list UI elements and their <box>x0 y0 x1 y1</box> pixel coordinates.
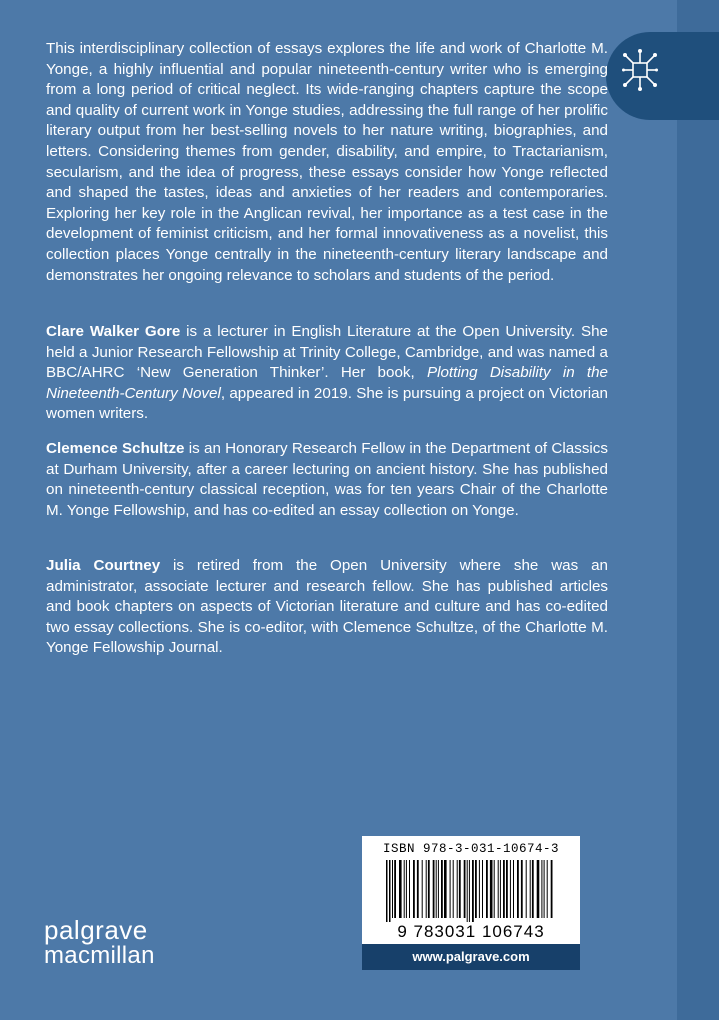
barcode-bar <box>506 860 508 918</box>
barcode-bar <box>436 860 437 918</box>
barcode-bar <box>537 860 540 918</box>
barcode-area <box>362 836 580 944</box>
bio-text: is a lecturer in English Literature at the Open University. She held a Junior Research Fellowship at Trinity College, Cambridge, and was named a BBC/AHRC ‘New Generation Thinker’. Her book, <box>46 323 609 382</box>
author-name: Clemence Schultze <box>46 440 185 457</box>
barcode-bar <box>457 860 458 918</box>
barcode-bar <box>450 860 451 918</box>
logo-line-macmillan: macmillan <box>44 942 155 969</box>
barcode-bar <box>426 860 427 918</box>
blurb-text: This interdisciplinary collection of essays explores the life and work of Charlotte M. Yonge, a highly influential and popular nineteenth-century writer who is emerging from a long period of critical neglect. Its wide-ranging chapters capture the scope and quality of current work in Yonge studies, addressing the full range of her prolific literary output from her best-selling novels to her nature writing, biographies, and letters. Considering themes from gender, disability, and empire, to Tractarianism, secularism, and the idea of progress, these essays consider how Yonge reflected and shaped the tastes, ideas and anxieties of her readers and contemporaries. Exploring her key role in the Anglican revival, her importance as a test case in the development of feminist criticism, and her formal innovativeness as a novelist, this collection places Yonge centrally in the nineteenth-century literary landscape and demonstrates her ongoing relevance to scholars and students of the period. <box>46 40 608 284</box>
barcode-bar <box>459 860 461 918</box>
barcode-bar <box>428 860 430 918</box>
barcode-bar <box>517 860 519 918</box>
author-name: Clare Walker Gore <box>46 323 181 340</box>
barcode-bar <box>498 860 499 918</box>
bio-text: is an Honorary Research Fellow in the Department of Classics at Durham University, after a career lecturing on ancient history. She has published on nineteenth-century classical reception, was for ten years Chair of the Charlotte M. Yonge Fellowship, and has co-edited an essay collection on Yonge. <box>46 440 608 519</box>
barcode-bar <box>526 860 527 918</box>
barcode-bar <box>392 860 393 918</box>
barcode-bar <box>441 860 443 918</box>
barcode-bar <box>404 860 405 918</box>
barcode-bar <box>551 860 553 918</box>
barcode-bar <box>389 860 391 922</box>
barcode-bar <box>464 860 466 918</box>
barcode-bar <box>413 860 415 918</box>
publisher-badge <box>606 32 719 120</box>
barcode-bar <box>541 860 542 918</box>
barcode-bar <box>544 860 545 918</box>
barcode-bar <box>417 860 419 918</box>
barcode-bar <box>486 860 488 918</box>
book-blurb <box>46 39 608 286</box>
barcode-bar <box>521 860 523 918</box>
barcode-bar <box>422 860 423 918</box>
isbn-barcode-panel <box>362 836 580 970</box>
barcode-bar <box>532 860 534 918</box>
barcode-bar <box>530 860 531 918</box>
barcode-bar <box>490 860 493 918</box>
spine-edge <box>677 0 719 1020</box>
palgrave-macmillan-logo <box>44 915 155 969</box>
barcode-bar <box>513 860 514 918</box>
barcode-bar <box>399 860 402 918</box>
barcode-bar <box>469 860 470 922</box>
barcode-bar <box>453 860 454 918</box>
barcode-bar <box>433 860 435 918</box>
barcode-bar <box>386 860 388 922</box>
barcode-bar <box>500 860 501 918</box>
barcode-bar <box>394 860 396 918</box>
logo-line-palgrave: palgrave <box>44 915 148 945</box>
barcode-bar <box>479 860 480 918</box>
barcode-bar <box>494 860 495 918</box>
book-title: Plotting Disability in the Nineteenth-Century Novel <box>46 364 608 402</box>
barcode-bar <box>406 860 407 918</box>
author-name: Julia Courtney <box>46 557 161 574</box>
ean-digits: 9 783031 106743 <box>397 922 545 941</box>
barcode-bar <box>409 860 410 918</box>
palgrave-network-icon <box>622 48 658 92</box>
author-bio-julia-courtney <box>46 556 608 659</box>
barcode-bar <box>444 860 447 918</box>
barcode-bar <box>472 860 474 922</box>
barcode-bar <box>503 860 505 918</box>
barcode-bar <box>547 860 548 918</box>
barcode-graphic <box>384 860 558 922</box>
publisher-website: www.palgrave.com <box>362 944 580 970</box>
barcode-bar <box>482 860 483 918</box>
barcode-bar <box>438 860 439 918</box>
isbn-label: ISBN 978-3-031-10674-3 <box>382 842 560 856</box>
barcode-bar <box>510 860 511 918</box>
bio-text: is retired from the Open University where she was an administrator, associate lecturer and research fellow. She has published articles and book chapters on aspects of Victorian literature and culture and has co-edited two essay collections. She is co-editor, with Clemence Schultze, of the Charlotte M. Yonge Fellowship Journal. <box>46 557 608 657</box>
author-bio-clemence-schultze <box>46 439 608 521</box>
barcode-bar <box>475 860 477 918</box>
bio-text: , appeared in 2019. She is pursuing a project on Victorian women writers. <box>46 384 608 423</box>
barcode-bar <box>467 860 468 922</box>
author-bio-clare-walker-gore <box>46 322 608 425</box>
